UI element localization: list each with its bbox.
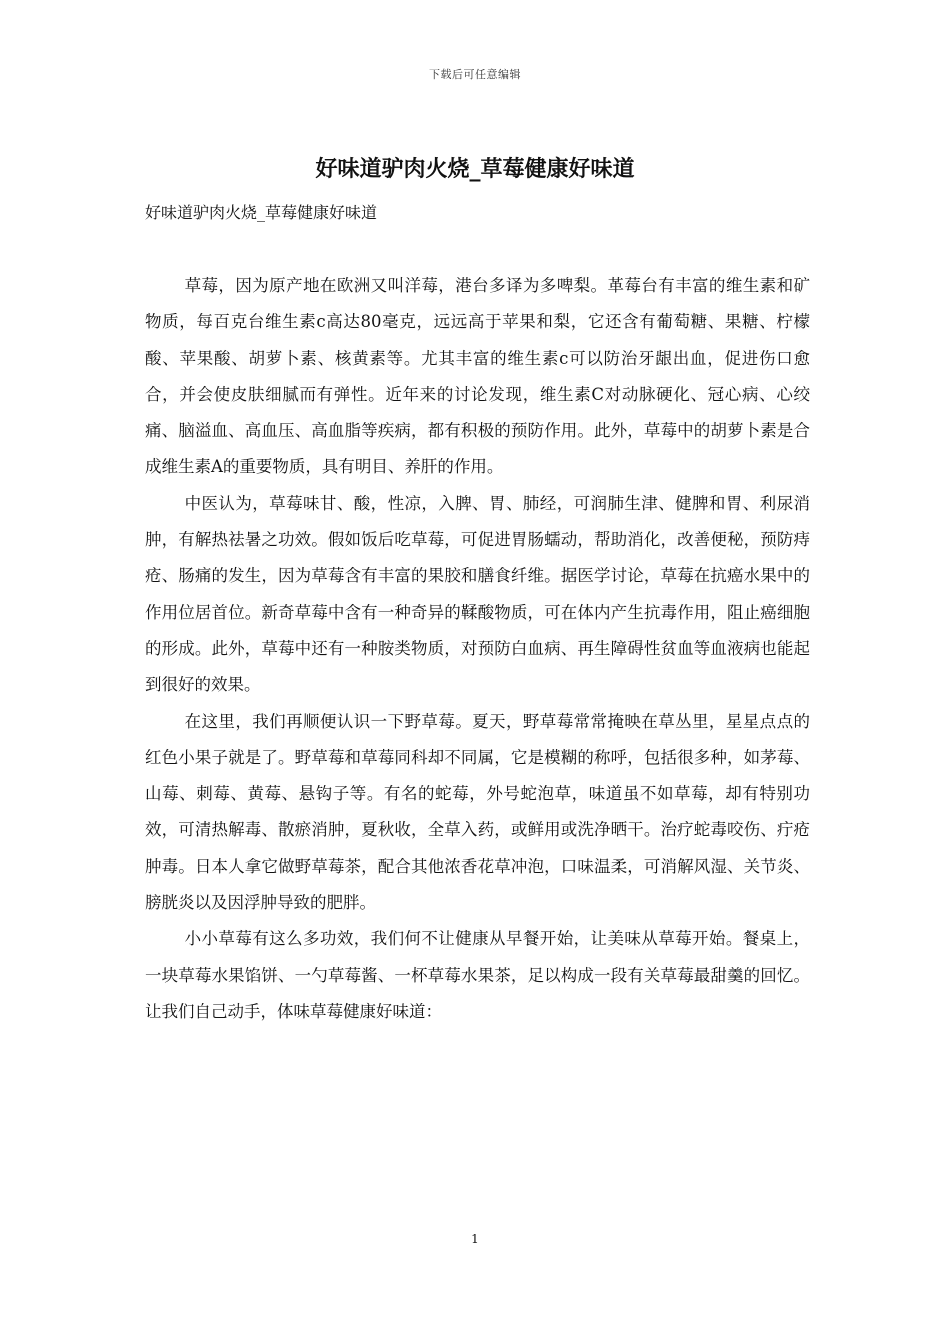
page-number: 1 (471, 1232, 479, 1246)
paragraph-strawberry-nutrition: 草莓，因为原产地在欧洲又叫洋莓，港台多译为多啤梨。革莓台有丰富的维生素和矿物质，每百克台维生素c高达80毫克，远远高于苹果和梨，它还含有葡萄糖、果糖、柠檬酸、苹果酸、胡萝卜素、核黄素等。尤其丰富的维生素c可以防治牙龈出血，促进伤口愈合，并会使皮肤细腻而有弹性。近年来的讨论发现，维生素C对动脉硬化、冠心病、心绞痛、脑溢血、高血压、高血脂等疾病，都有积极的预防作用。此外，草莓中的胡萝卜素是合成维生素A的重要物质，具有明目、养肝的作用。 (145, 276, 810, 477)
document-title: 好味道驴肉火烧_草莓健康好味道 (315, 156, 635, 182)
page-header-note: 下载后可任意编辑 (429, 68, 521, 81)
document-subtitle: 好味道驴肉火烧_草莓健康好味道 (145, 203, 378, 222)
paragraph-wild-strawberry: 在这里，我们再顺便认识一下野草莓。夏天，野草莓常常掩映在草丛里，星星点点的红色小果子就是了。野草莓和草莓同科却不同属，它是模糊的称呼，包括很多种，如茅莓、山莓、刺莓、黄莓、悬钩子等。有名的蛇莓，外号蛇泡草，味道虽不如草莓，却有特别功效，可清热解毒、散瘀消肿，夏秋收，全草入药，或鲜用或洗净晒干。治疗蛇毒咬伤、疔疮肿毒。日本人拿它做野草莓茶，配合其他浓香花草冲泡，口味温柔，可消解风湿、关节炎、膀胱炎以及因浮肿导致的肥胖。 (145, 711, 810, 913)
paragraph-breakfast: 小小草莓有这么多功效，我们何不让健康从早餐开始，让美味从草莓开始。餐桌上，一块草莓水果馅饼、一勺草莓酱、一杯草莓水果茶，足以构成一段有关草莓最甜羹的回忆。让我们自己动手，体味草莓健康好味道： (145, 929, 810, 1021)
document-body (145, 268, 810, 1030)
paragraph-chinese-medicine: 中医认为，草莓味甘、酸，性凉，入脾、胃、肺经，可润肺生津、健脾和胃、利尿消肿，有解热祛暑之功效。假如饭后吃草莓，可促进胃肠蠕动，帮助消化，改善便秘，预防痔疮、肠痛的发生，因为草莓含有丰富的果胶和膳食纤维。据医学讨论，草莓在抗癌水果中的作用位居首位。新奇草莓中含有一种奇异的鞣酸物质，可在体内产生抗毒作用，阻止癌细胞的形成。此外，草莓中还有一种胺类物质，对预防白血病、再生障碍性贫血等血液病也能起到很好的效果。 (145, 493, 810, 695)
